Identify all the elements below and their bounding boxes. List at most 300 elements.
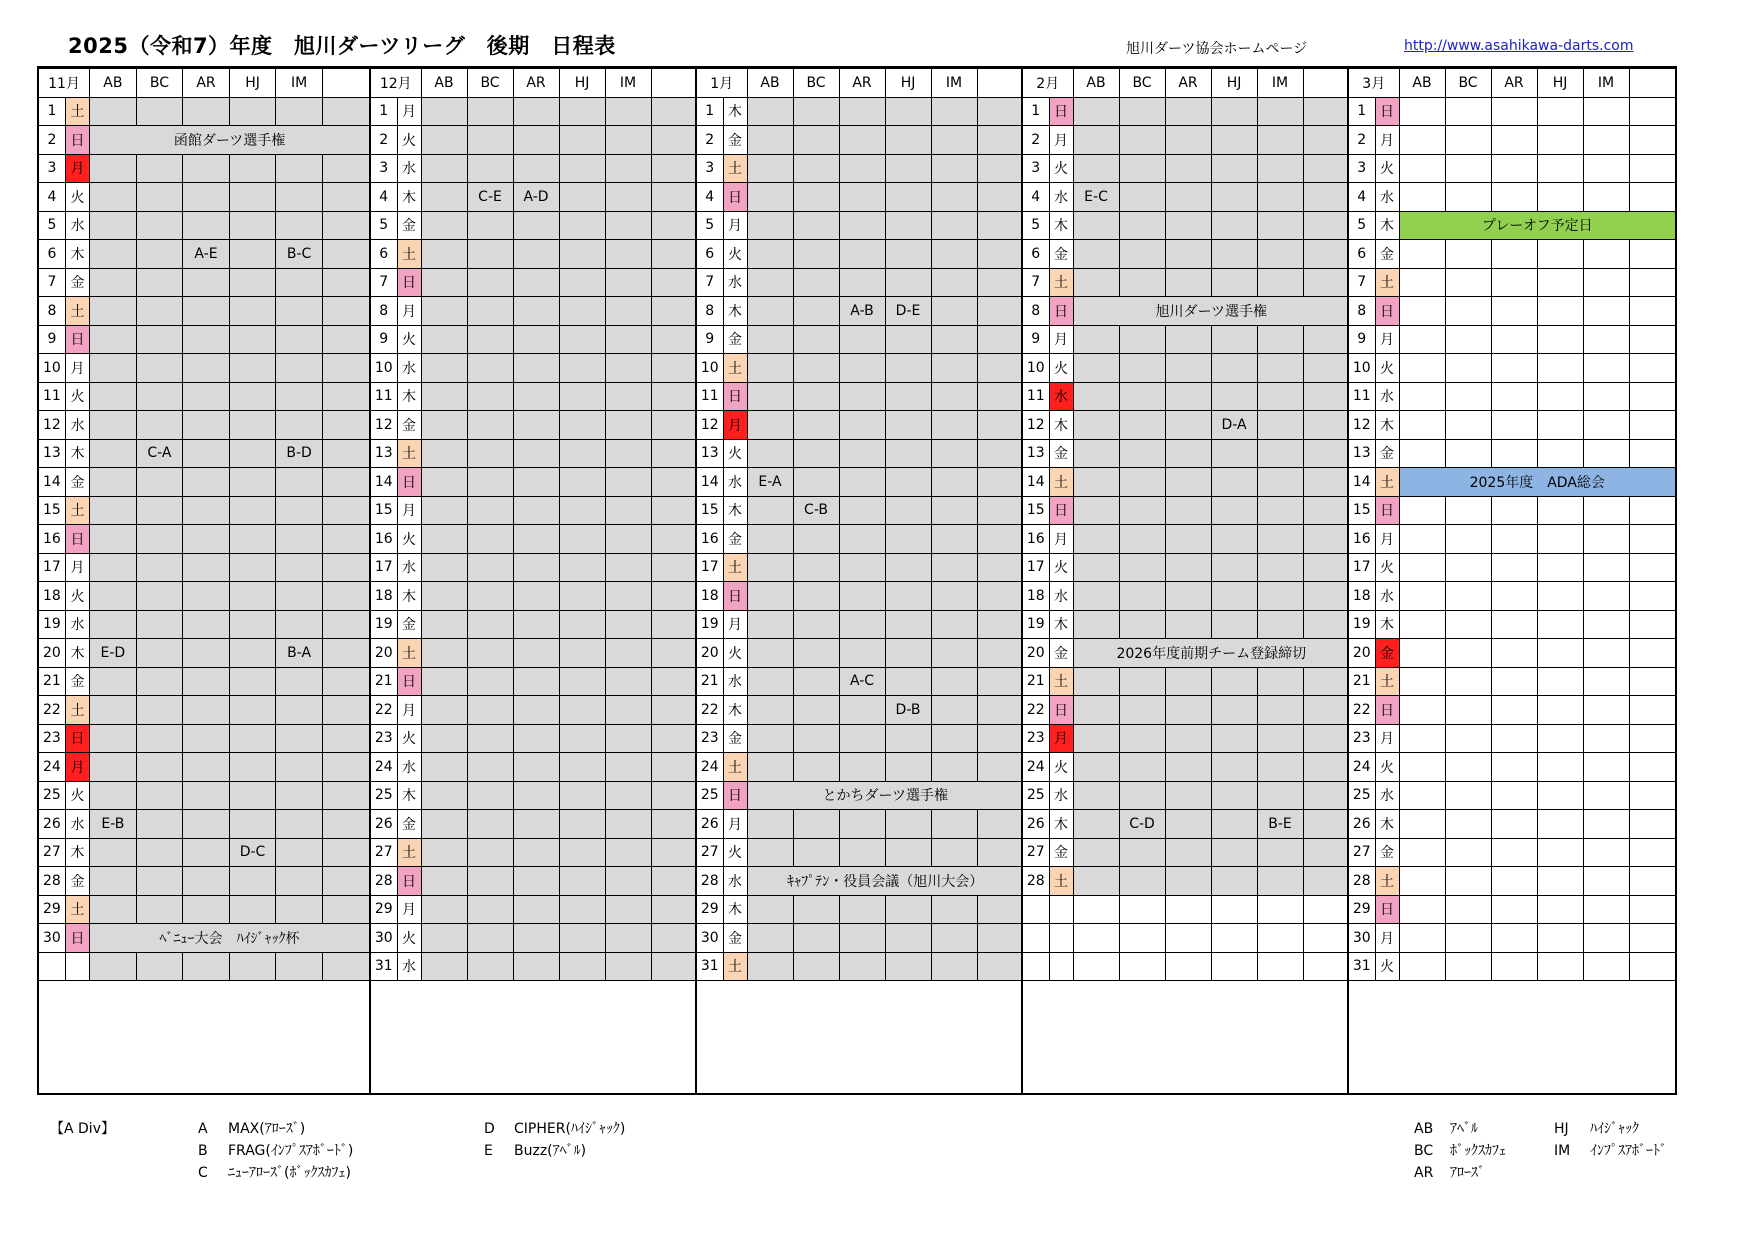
weekday: 月 (1049, 126, 1073, 155)
match-cell-extra (651, 610, 697, 639)
match-cell-extra (1629, 667, 1675, 696)
day-row (697, 325, 1023, 354)
day-row (39, 354, 369, 383)
match-cell-im (1583, 297, 1629, 326)
match-cell-hj (1211, 354, 1257, 383)
match-cell-im (605, 867, 651, 896)
match-cell-ab (421, 838, 467, 867)
match-cell-hj (885, 639, 931, 668)
match-cell-ab (747, 610, 793, 639)
match-cell-hj (229, 781, 276, 810)
venue-header-hj: HJ (885, 69, 931, 98)
day-number: 26 (371, 810, 397, 839)
homepage-link[interactable]: http://www.asahikawa-darts.com (1404, 38, 1634, 54)
match-cell-extra (1303, 325, 1349, 354)
weekday: 金 (1375, 838, 1399, 867)
match-cell-extra (322, 582, 369, 611)
match-cell-hj (229, 867, 276, 896)
team-name: ﾆｭｰｱﾛｰｽﾞ(ﾎﾞｯｸｽｶﾌｪ) (228, 1165, 351, 1181)
venue-header-bc: BC (136, 69, 183, 98)
day-number: 22 (1349, 696, 1375, 725)
match-cell-bc (1119, 154, 1165, 183)
day-number: 27 (697, 838, 723, 867)
match-cell-extra (651, 354, 697, 383)
match-cell-extra (651, 183, 697, 212)
match-cell-extra (322, 496, 369, 525)
match-cell-bc (136, 97, 183, 126)
match-cell-extra (322, 610, 369, 639)
match-cell-ab (90, 382, 137, 411)
match-cell-ab: E-C (1073, 183, 1119, 212)
match-cell-bc (1445, 325, 1491, 354)
match-cell-bc (793, 525, 839, 554)
match-cell-extra (1303, 126, 1349, 155)
venue-header-ab: AB (421, 69, 467, 98)
match-cell-bc: C-E (467, 183, 513, 212)
match-cell-im (605, 97, 651, 126)
match-cell-bc (467, 525, 513, 554)
day-row (371, 468, 697, 497)
match-cell-im (276, 211, 323, 240)
match-cell-hj (229, 211, 276, 240)
match-cell-bc (467, 924, 513, 953)
match-cell-extra (322, 211, 369, 240)
match-cell-extra (322, 468, 369, 497)
match-cell-ar (839, 724, 885, 753)
match-cell-im (605, 696, 651, 725)
match-cell-im (1583, 952, 1629, 981)
day-row (1349, 810, 1675, 839)
match-cell-extra (1629, 753, 1675, 782)
match-cell-ar (1491, 781, 1537, 810)
div-label: 【A Div】 (50, 1121, 115, 1137)
day-number: 26 (39, 810, 65, 839)
venue-key: AR (1414, 1165, 1434, 1181)
day-row (371, 211, 697, 240)
day-row (1349, 553, 1675, 582)
day-number: 11 (1349, 382, 1375, 411)
venue-name: ｱﾍﾞﾙ (1450, 1121, 1478, 1137)
match-cell-ab (747, 952, 793, 981)
match-cell-ar: A-B (839, 297, 885, 326)
match-cell-bc (793, 382, 839, 411)
match-cell-extra (322, 439, 369, 468)
header-spacer (322, 69, 369, 98)
day-row (697, 240, 1023, 269)
match-cell-im (605, 183, 651, 212)
weekday: 火 (397, 724, 421, 753)
weekday: 日 (1375, 496, 1399, 525)
match-cell-bc (136, 411, 183, 440)
match-cell-bc (467, 411, 513, 440)
day-number (1023, 952, 1049, 981)
match-cell-bc (1445, 382, 1491, 411)
match-cell-bc (793, 639, 839, 668)
weekday: 土 (1375, 468, 1399, 497)
day-number: 12 (39, 411, 65, 440)
match-cell-ab (1073, 582, 1119, 611)
day-number: 20 (371, 639, 397, 668)
match-cell-im (605, 154, 651, 183)
day-number: 5 (39, 211, 65, 240)
match-cell-extra (651, 411, 697, 440)
match-cell-ab (421, 183, 467, 212)
match-cell-ab (1073, 382, 1119, 411)
day-number: 6 (371, 240, 397, 269)
weekday: 土 (397, 240, 421, 269)
match-cell-ar (1491, 724, 1537, 753)
legend-team-row (198, 1118, 353, 1140)
match-cell-extra (322, 183, 369, 212)
match-cell-ab (1073, 525, 1119, 554)
match-cell-hj (1211, 553, 1257, 582)
day-row (1349, 297, 1675, 326)
match-cell-bc (136, 154, 183, 183)
day-row (39, 382, 369, 411)
match-cell-im (931, 268, 977, 297)
match-cell-im (931, 810, 977, 839)
match-cell-im (1257, 724, 1303, 753)
day-number: 21 (1349, 667, 1375, 696)
match-cell-bc (793, 810, 839, 839)
weekday: 火 (1049, 553, 1073, 582)
match-cell-ab (747, 183, 793, 212)
day-number: 13 (39, 439, 65, 468)
day-number: 14 (39, 468, 65, 497)
match-cell-extra (1303, 496, 1349, 525)
weekday: 日 (1375, 97, 1399, 126)
match-cell-hj (1211, 126, 1257, 155)
match-cell-bc (793, 582, 839, 611)
venue-header-bc: BC (793, 69, 839, 98)
day-row (1023, 781, 1349, 810)
header-spacer (1629, 69, 1675, 98)
legend-venues-col2 (1554, 1118, 1667, 1162)
day-number: 23 (39, 724, 65, 753)
venue-header-hj: HJ (229, 69, 276, 98)
month-label: 3月 (1349, 69, 1399, 98)
day-row (697, 126, 1023, 155)
weekday: 水 (397, 154, 421, 183)
venue-header-hj: HJ (559, 69, 605, 98)
match-cell-extra (1629, 439, 1675, 468)
event-cell: ｷｬﾌﾟﾃﾝ・役員会議（旭川大会） (747, 867, 1023, 896)
day-row (371, 838, 697, 867)
match-cell-bc (793, 411, 839, 440)
day-row (697, 439, 1023, 468)
match-cell-im (605, 468, 651, 497)
match-cell-ab (90, 354, 137, 383)
match-cell-im (1583, 382, 1629, 411)
day-row (39, 240, 369, 269)
match-cell-hj (1537, 496, 1583, 525)
match-cell-extra (322, 781, 369, 810)
day-number: 16 (371, 525, 397, 554)
venue-header-ab: AB (1399, 69, 1445, 98)
match-cell-hj (1537, 325, 1583, 354)
weekday: 土 (1375, 268, 1399, 297)
day-row (371, 496, 697, 525)
match-cell-extra (1303, 895, 1349, 924)
venue-header-im: IM (1583, 69, 1629, 98)
match-cell-hj (1211, 211, 1257, 240)
match-cell-ab (1399, 183, 1445, 212)
match-cell-ar (839, 411, 885, 440)
match-cell-bc (1119, 610, 1165, 639)
day-row (1023, 439, 1349, 468)
match-cell-ar (1491, 382, 1537, 411)
match-cell-bc (467, 154, 513, 183)
weekday: 日 (1375, 696, 1399, 725)
match-cell-ar (1165, 696, 1211, 725)
match-cell-ar (1491, 639, 1537, 668)
venue-key: BC (1414, 1143, 1434, 1159)
match-cell-bc (1119, 781, 1165, 810)
weekday (65, 952, 89, 981)
match-cell-bc (1119, 468, 1165, 497)
month-table (1349, 68, 1675, 981)
weekday: 日 (1049, 696, 1073, 725)
match-cell-im (1257, 240, 1303, 269)
legend-venue-row (1554, 1140, 1667, 1162)
match-cell-im (276, 753, 323, 782)
match-cell-bc (136, 468, 183, 497)
weekday: 月 (1375, 325, 1399, 354)
day-row (371, 268, 697, 297)
match-cell-ab (1399, 667, 1445, 696)
match-cell-im (931, 753, 977, 782)
match-cell-ab (1399, 696, 1445, 725)
day-row (1023, 126, 1349, 155)
match-cell-hj (559, 553, 605, 582)
day-number: 16 (1349, 525, 1375, 554)
match-cell-bc (136, 867, 183, 896)
match-cell-im (1583, 411, 1629, 440)
day-number: 1 (39, 97, 65, 126)
match-cell-bc (467, 724, 513, 753)
match-cell-im (1257, 867, 1303, 896)
day-number: 13 (371, 439, 397, 468)
day-row (697, 952, 1023, 981)
match-cell-hj (559, 582, 605, 611)
schedule-grid (37, 66, 1677, 1095)
match-cell-ab (1073, 696, 1119, 725)
day-row (1349, 952, 1675, 981)
day-number: 24 (1023, 753, 1049, 782)
match-cell-ar (1491, 154, 1537, 183)
match-cell-ar (839, 639, 885, 668)
match-cell-im (276, 895, 323, 924)
day-row (1349, 439, 1675, 468)
day-number: 7 (39, 268, 65, 297)
day-number: 29 (371, 895, 397, 924)
match-cell-bc (793, 468, 839, 497)
weekday: 日 (723, 582, 747, 611)
match-cell-ab (1399, 553, 1445, 582)
match-cell-ab (1399, 753, 1445, 782)
match-cell-bc (1119, 439, 1165, 468)
match-cell-ab (747, 126, 793, 155)
match-cell-im (1583, 696, 1629, 725)
match-cell-hj (229, 496, 276, 525)
match-cell-hj (1537, 97, 1583, 126)
match-cell-ab (1399, 867, 1445, 896)
match-cell-bc (1445, 154, 1491, 183)
team-name: MAX(ｱﾛｰｽﾞ) (228, 1121, 306, 1137)
match-cell-im (605, 582, 651, 611)
match-cell-im (605, 724, 651, 753)
match-cell-extra (1629, 639, 1675, 668)
weekday: 水 (65, 610, 89, 639)
venue-header-im: IM (1257, 69, 1303, 98)
match-cell-im (931, 382, 977, 411)
match-cell-ab (747, 268, 793, 297)
day-number: 18 (1349, 582, 1375, 611)
weekday: 水 (723, 468, 747, 497)
match-cell-ab (421, 154, 467, 183)
match-cell-im (605, 268, 651, 297)
match-cell-extra (1303, 468, 1349, 497)
match-cell-bc (1119, 325, 1165, 354)
venue-name: ﾎﾞｯｸｽｶﾌｪ (1450, 1143, 1506, 1159)
day-row (1349, 126, 1675, 155)
match-cell-extra (1629, 268, 1675, 297)
match-cell-hj (885, 183, 931, 212)
weekday: 木 (65, 240, 89, 269)
match-cell-im (1583, 268, 1629, 297)
match-cell-ar (1165, 838, 1211, 867)
match-cell-extra (1629, 838, 1675, 867)
match-cell-bc (136, 525, 183, 554)
match-cell-bc (1445, 411, 1491, 440)
day-row (1349, 211, 1675, 240)
day-number: 2 (1349, 126, 1375, 155)
match-cell-ar (183, 610, 230, 639)
day-row (39, 183, 369, 212)
match-cell-bc (1119, 183, 1165, 212)
day-number: 17 (1349, 553, 1375, 582)
day-row (1023, 610, 1349, 639)
day-number: 30 (1349, 924, 1375, 953)
match-cell-bc (793, 610, 839, 639)
match-cell-hj (559, 183, 605, 212)
day-number: 29 (1349, 895, 1375, 924)
match-cell-bc (467, 325, 513, 354)
day-number: 10 (371, 354, 397, 383)
match-cell-ar (1491, 952, 1537, 981)
match-cell-ar (513, 639, 559, 668)
match-cell-ab (1399, 154, 1445, 183)
match-cell-extra (977, 952, 1023, 981)
day-row (1023, 325, 1349, 354)
match-cell-extra (1629, 97, 1675, 126)
match-cell-bc (1445, 781, 1491, 810)
month-label: 11月 (39, 69, 90, 98)
match-cell-ab (747, 582, 793, 611)
day-row (697, 895, 1023, 924)
match-cell-ar (183, 867, 230, 896)
weekday: 土 (397, 838, 421, 867)
match-cell-ab (421, 382, 467, 411)
match-cell-im: B-E (1257, 810, 1303, 839)
match-cell-hj (559, 525, 605, 554)
legend-venues-col1 (1414, 1118, 1506, 1184)
match-cell-hj (229, 154, 276, 183)
day-row (371, 439, 697, 468)
weekday: 木 (65, 439, 89, 468)
match-cell-ar (513, 610, 559, 639)
match-cell-ar (1165, 496, 1211, 525)
match-cell-extra (1629, 154, 1675, 183)
header-spacer (977, 69, 1023, 98)
match-cell-bc (1445, 525, 1491, 554)
day-number: 26 (1349, 810, 1375, 839)
day-row (39, 838, 369, 867)
day-number: 10 (39, 354, 65, 383)
match-cell-extra (1303, 183, 1349, 212)
match-cell-hj (885, 667, 931, 696)
match-cell-extra (977, 724, 1023, 753)
match-cell-bc (1445, 297, 1491, 326)
match-cell-bc (467, 610, 513, 639)
weekday: 月 (397, 496, 421, 525)
match-cell-hj (229, 268, 276, 297)
match-cell-hj (1537, 439, 1583, 468)
weekday: 月 (1375, 924, 1399, 953)
weekday: 火 (65, 582, 89, 611)
legend-venue-row (1414, 1140, 1506, 1162)
match-cell-ab (90, 325, 137, 354)
match-cell-bc (1445, 553, 1491, 582)
match-cell-extra (322, 838, 369, 867)
match-cell-extra (977, 154, 1023, 183)
match-cell-hj: D-E (885, 297, 931, 326)
weekday: 土 (1375, 867, 1399, 896)
day-number: 9 (39, 325, 65, 354)
match-cell-ar (513, 354, 559, 383)
match-cell-extra (977, 297, 1023, 326)
match-cell-ar (183, 952, 230, 981)
match-cell-extra (1629, 183, 1675, 212)
match-cell-hj (229, 382, 276, 411)
match-cell-ab (421, 240, 467, 269)
month-label: 2月 (1023, 69, 1073, 98)
day-row (1023, 525, 1349, 554)
match-cell-hj (559, 639, 605, 668)
match-cell-extra (1303, 582, 1349, 611)
match-cell-im (605, 297, 651, 326)
match-cell-ar (513, 952, 559, 981)
day-number: 15 (697, 496, 723, 525)
match-cell-extra (977, 639, 1023, 668)
weekday (1049, 952, 1073, 981)
event-cell: とかちダーツ選手権 (747, 781, 1023, 810)
match-cell-bc (793, 154, 839, 183)
weekday: 金 (397, 810, 421, 839)
weekday: 月 (65, 553, 89, 582)
month-table (697, 68, 1023, 981)
match-cell-hj (229, 810, 276, 839)
match-cell-extra (1303, 354, 1349, 383)
match-cell-extra (977, 810, 1023, 839)
weekday: 日 (1049, 97, 1073, 126)
match-cell-ab (1399, 354, 1445, 383)
day-row (1349, 382, 1675, 411)
match-cell-ar (513, 553, 559, 582)
day-number: 4 (1349, 183, 1375, 212)
weekday: 火 (397, 325, 421, 354)
weekday: 水 (397, 753, 421, 782)
